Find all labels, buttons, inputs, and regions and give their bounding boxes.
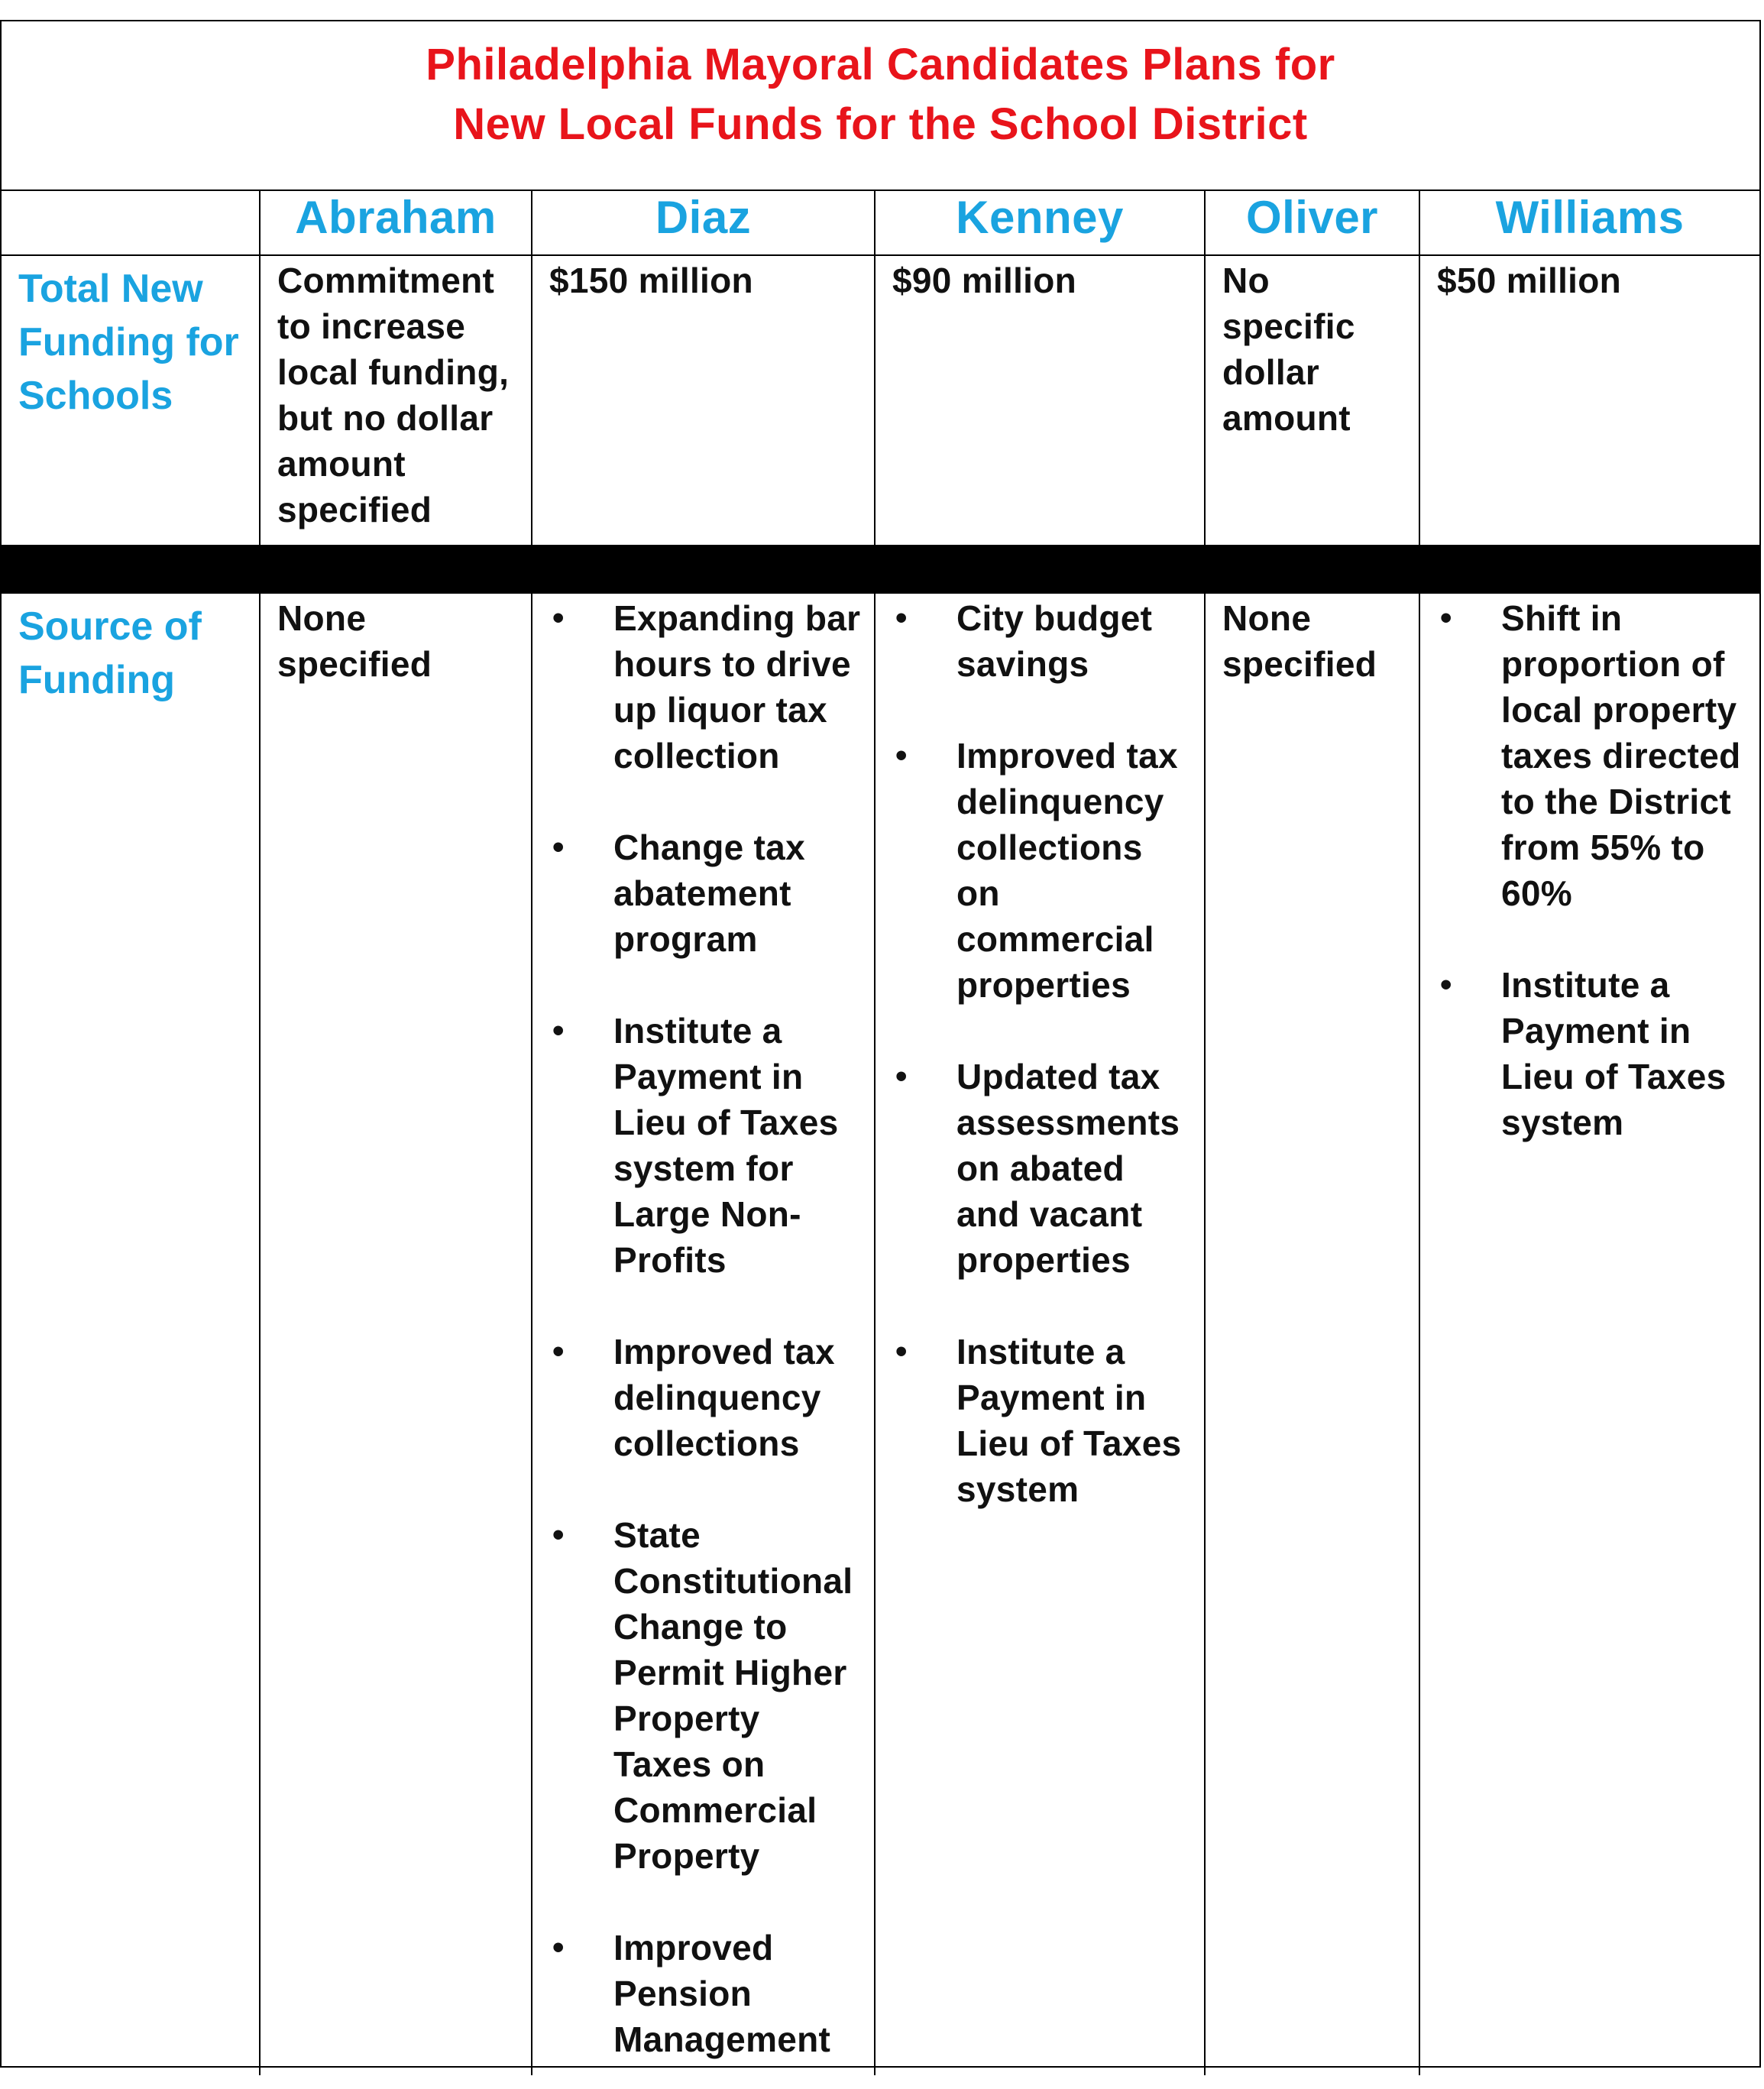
diaz-source-list [549,595,863,2062]
funding-williams: $50 million [1419,255,1759,546]
source-diaz [532,593,875,2075]
separator-cell [532,546,875,593]
source-oliver: None specified [1205,593,1419,2075]
header-williams: Williams [1419,191,1759,255]
kenney-source-list [892,595,1193,1512]
header-abraham: Abraham [260,191,532,255]
separator-cell [1419,546,1759,593]
list-item [549,1512,863,1879]
bullet-icon: • [895,1333,908,1370]
bullet-icon: • [552,599,565,636]
header-row [2,191,1759,255]
list-item [549,595,863,779]
list-item [1437,962,1749,1145]
list-item-text: Institute a Payment in Lieu of Taxes system [1501,965,1727,1142]
williams-source-list [1437,595,1749,1145]
bullet-icon: • [895,737,908,774]
list-item [892,733,1193,1008]
list-item [549,1925,863,2062]
separator-bar [2,546,1759,593]
candidates-table [2,191,1759,2075]
list-item-text: Improved tax delinquency collections [613,1332,835,1463]
list-item [892,595,1193,687]
funding-abraham: Commitment to increase local funding, but no dollar amount specified [260,255,532,546]
list-item-text: Institute a Payment in Lieu of Taxes system for Large Non-Profits [613,1011,839,1280]
title-line-1: Philadelphia Mayoral Candidates Plans for [426,40,1335,89]
total-funding-row [2,255,1759,546]
list-item-text: State Constitutional Change to Permit Higher Property Taxes on Commercial Property [613,1515,853,1876]
list-item [892,1054,1193,1283]
source-label: Source of Funding [2,593,260,2075]
list-item-text: Updated tax assessments on abated and vacant properties [956,1057,1180,1280]
list-item [1437,595,1749,916]
separator-cell [1205,546,1419,593]
list-item [549,824,863,962]
source-williams [1419,593,1759,2075]
list-item-text: Improved Pension Management [613,1928,831,2059]
funding-oliver: No specific dollar amount [1205,255,1419,546]
header-diaz: Diaz [532,191,875,255]
list-item-text: Change tax abatement program [613,828,805,959]
separator-cell [875,546,1205,593]
list-item [549,1008,863,1283]
source-kenney [875,593,1205,2075]
title-box [2,21,1759,191]
bullet-icon: • [895,599,908,636]
separator-cell [2,546,260,593]
title-line-2: New Local Funds for the School District [453,99,1308,149]
bullet-icon: • [552,1012,565,1049]
list-item-text: Expanding bar hours to drive up liquor tax collection [613,598,861,776]
bullet-icon: • [552,1333,565,1370]
comparison-document [0,20,1761,2068]
header-kenney: Kenney [875,191,1205,255]
document-title [426,35,1335,154]
source-abraham: None specified [260,593,532,2075]
bullet-icon: • [1440,966,1452,1003]
bullet-icon: • [552,1929,565,1966]
bullet-icon: • [895,1057,908,1095]
list-item [549,1329,863,1466]
bullet-icon: • [1440,599,1452,636]
list-item-text: Improved tax delinquency collections on commercial properties [956,736,1178,1005]
bullet-icon: • [552,1516,565,1553]
list-item-text: City budget savings [956,598,1153,684]
list-item-text: Shift in proportion of local property taxes directed to the District from 55% to 60% [1501,598,1741,913]
list-item-text: Institute a Payment in Lieu of Taxes system [956,1332,1182,1509]
source-of-funding-row [2,593,1759,2075]
list-item [892,1329,1193,1512]
total-funding-label: Total New Funding for Schools [2,255,260,546]
funding-kenney: $90 million [875,255,1205,546]
header-oliver: Oliver [1205,191,1419,255]
funding-diaz: $150 million [532,255,875,546]
bullet-icon: • [552,828,565,866]
header-corner [2,191,260,255]
separator-cell [260,546,532,593]
